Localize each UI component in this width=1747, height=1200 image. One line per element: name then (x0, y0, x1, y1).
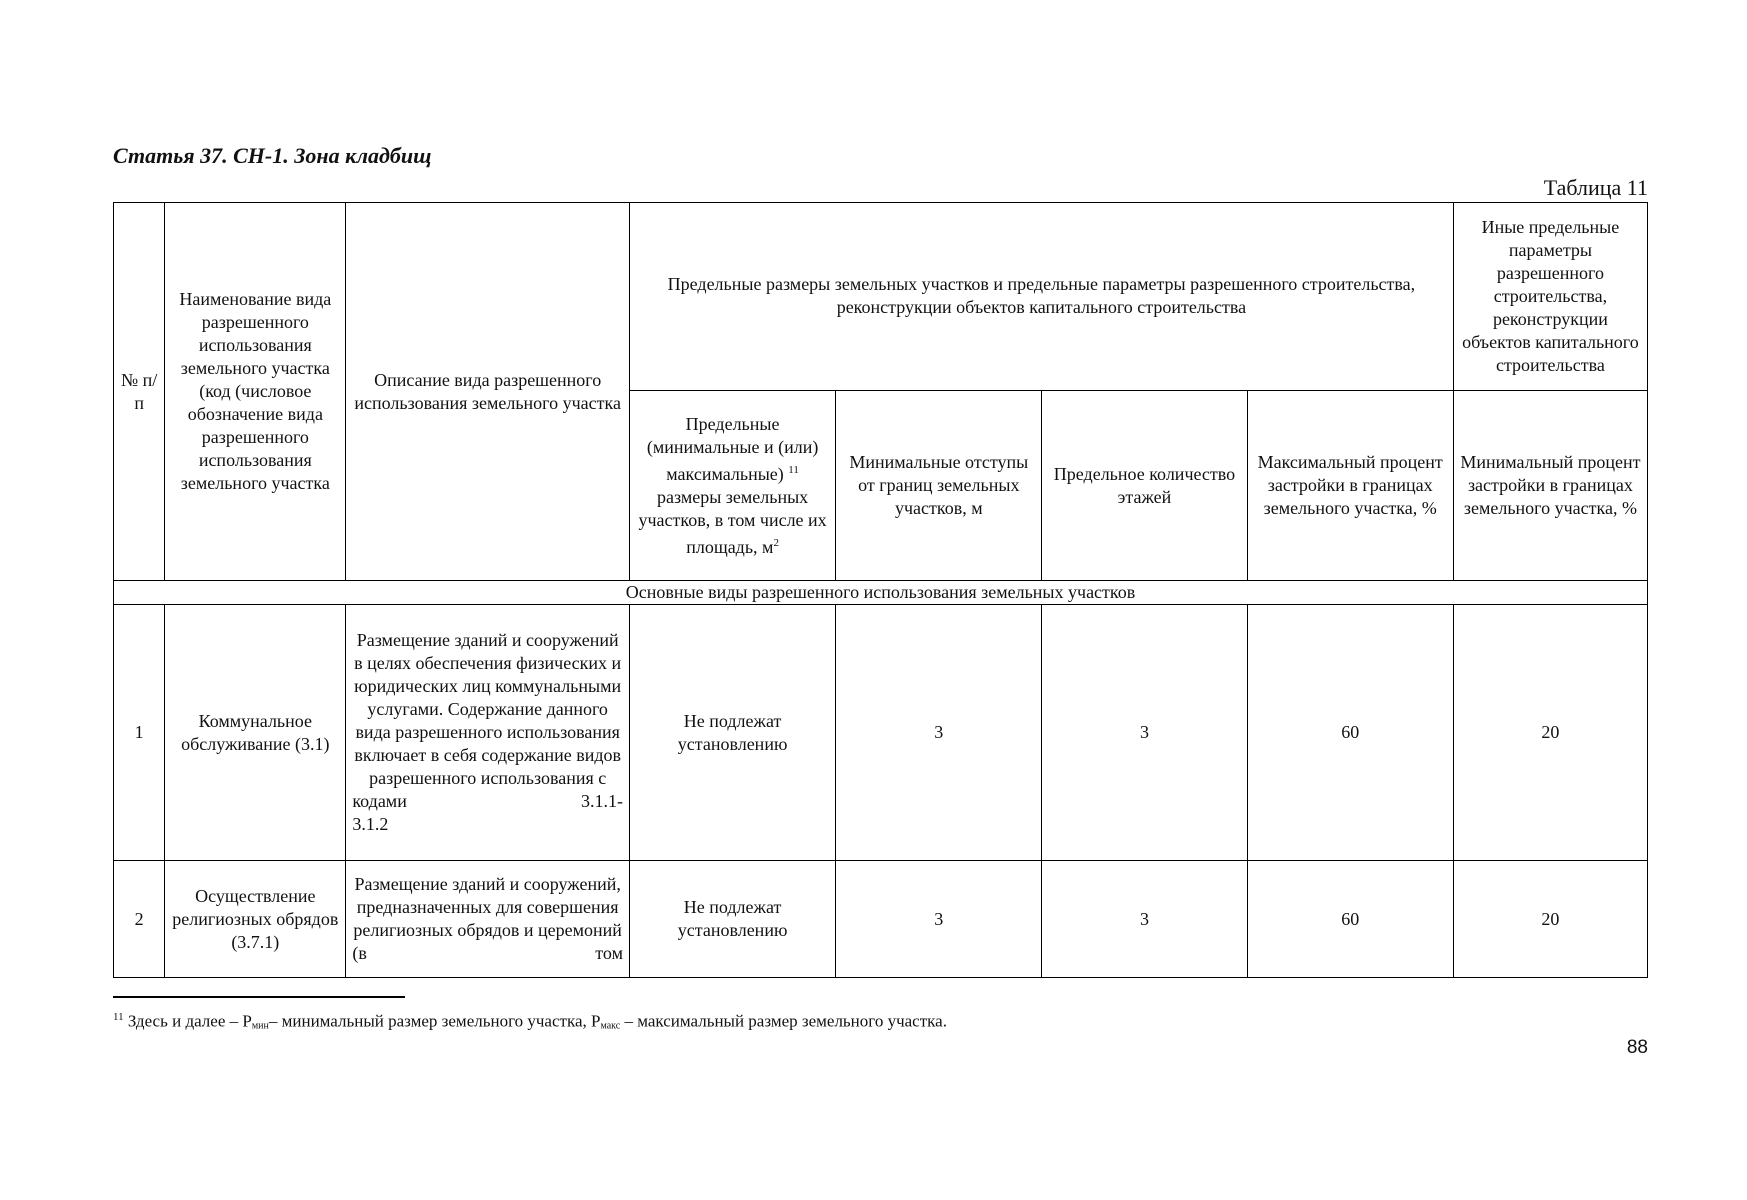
header-size (629, 391, 835, 581)
row-setback: 3 (836, 605, 1042, 861)
row-floors: 3 (1042, 605, 1247, 861)
zoning-table (113, 202, 1648, 978)
page-number: 88 (1626, 1037, 1648, 1058)
row-min-pct: 20 (1453, 861, 1647, 978)
row-name: Осуществление религиозных обрядов (3.7.1) (165, 861, 346, 978)
row-description-main: Размещение зданий и сооружений, предназначенных для совершения религиозных обрядов и церемоний (в том (352, 874, 623, 963)
footnote (113, 1011, 947, 1032)
footnote-text-a: Здесь и далее – Р (127, 1011, 252, 1031)
footnote-min-sub: мин (251, 1020, 269, 1032)
footnote-mark: 11 (113, 1011, 124, 1023)
footnote-max-sub: макс (600, 1020, 621, 1032)
table-row (114, 861, 1648, 978)
row-name: Коммунальное обслуживание (3.1) (165, 605, 346, 861)
row-size: Не подлежат установлению (629, 605, 835, 861)
row-description-tail: 3.1.2 (352, 814, 389, 834)
row-description (346, 861, 630, 978)
row-floors: 3 (1042, 861, 1247, 978)
header-limits-group: Предельные размеры земельных участков и предельные параметры разрешенного строительства, реконструкции объектов капитального строительства (629, 203, 1453, 391)
header-size-b: размеры земельных участков, в том числе их площадь, м (638, 486, 827, 557)
row-num: 1 (114, 605, 165, 861)
header-name: Наименование вида разрешенного использования земельного участка (код (числовое обозначение вида разрешенного использования земельного участка (165, 203, 346, 581)
article-title: Статья 37. СН-1. Зона кладбищ (113, 143, 432, 168)
footnote-text-c: – максимальный размер земельного участка. (624, 1011, 947, 1031)
row-description (346, 605, 630, 861)
header-size-a: Предельные (минимальные и (или) максимальные) (646, 413, 819, 484)
header-size-footnote-mark: 11 (788, 463, 799, 476)
row-max-pct: 60 (1247, 605, 1453, 861)
section-title: Основные виды разрешенного использования земельных участков (114, 581, 1648, 605)
header-description: Описание вида разрешенного использования земельного участка (346, 203, 630, 581)
table-label: Таблица 11 (1543, 175, 1648, 200)
header-max-pct: Максимальный процент застройки в границах земельного участка, % (1247, 391, 1453, 581)
row-min-pct: 20 (1453, 605, 1647, 861)
header-other-group: Иные предельные параметры разрешенного строительства, реконструкции объектов капитального строительства (1453, 203, 1647, 391)
row-max-pct: 60 (1247, 861, 1453, 978)
row-size: Не подлежат установлению (629, 861, 835, 978)
footnote-text-b: – минимальный размер земельного участка, Р (268, 1011, 601, 1031)
row-description-main: Размещение зданий и сооружений в целях обеспечения физических и юридических лиц коммунальными услугами. Содержание данного вида разрешенного использования включает в себя содержание видов разрешенного использования с кодами 3.1.1- (352, 630, 623, 811)
row-setback: 3 (836, 861, 1042, 978)
header-num: № п/п (114, 203, 165, 581)
header-floors: Предельное количество этажей (1042, 391, 1247, 581)
header-size-unit-sup: 2 (773, 536, 779, 549)
header-min-pct: Минимальный процент застройки в границах земельного участка, % (1453, 391, 1647, 581)
footnote-rule (113, 996, 405, 998)
row-num: 2 (114, 861, 165, 978)
table-row (114, 605, 1648, 861)
header-setback: Минимальные отступы от границ земельных участков, м (836, 391, 1042, 581)
